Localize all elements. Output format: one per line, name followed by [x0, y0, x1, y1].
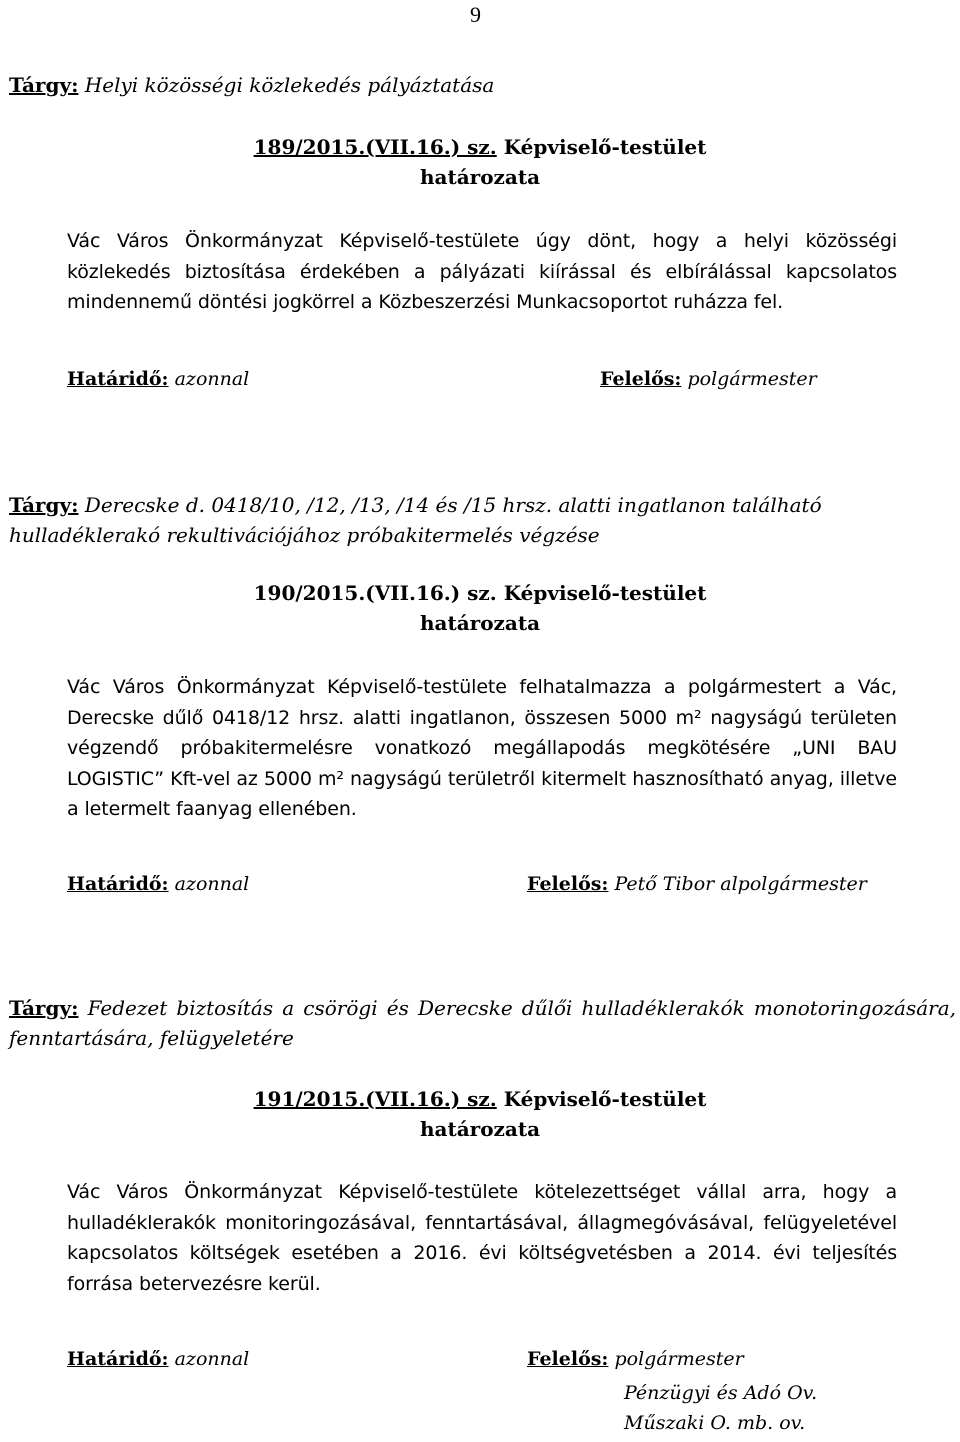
deadline-label: Határidő: — [67, 873, 169, 895]
resolution-heading — [0, 578, 960, 608]
resolution-word: határozata — [419, 165, 541, 189]
responsible-value: polgármester — [608, 1348, 744, 1370]
responsible-unit: Műszaki O. mb. ov. — [624, 1412, 806, 1434]
resolution-text: Vác Város Önkormányzat Képviselő-testülete felhatalmazza a polgármestert a Vác, Derecske dűlő 0418/12 hrsz. alatti ingatlanon, összesen 5000 m² nagyságú területen végzendő próbakitermelésre vonatkozó megállapodás megkötésére „UNI BAU LOGISTIC” Kft-vel az 5000 m² nagyságú területről kitermelt hasznosítható anyag, illetve a letermelt faanyag ellenében. — [67, 676, 897, 820]
responsible — [527, 1348, 744, 1370]
subject-label: Tárgy: — [9, 73, 79, 97]
resolution-number: 190/2015.(VII.16.) sz. — [253, 581, 497, 605]
subject-heading — [9, 490, 956, 550]
deadline — [67, 873, 249, 895]
deadline-label: Határidő: — [67, 368, 169, 390]
responsible-unit: Pénzügyi és Adó Ov. — [624, 1382, 818, 1404]
deadline-value: azonnal — [168, 1348, 250, 1370]
responsible-value: polgármester — [681, 368, 817, 390]
responsible-label: Felelős: — [600, 368, 682, 390]
resolution-number: 191/2015.(VII.16.) sz. — [253, 1087, 497, 1111]
responsible — [600, 368, 817, 390]
subject-text: Helyi közösségi közlekedés pályáztatása — [78, 73, 495, 97]
resolution-text: Vác Város Önkormányzat Képviselő-testülete úgy dönt, hogy a helyi közösségi közlekedés biztosítása érdekében a pályázati kiírással és elbírálással kapcsolatos mindennemű döntési jogkörrel a Közbeszerzési Munkacsoportot ruházza fel. — [67, 230, 897, 313]
responsible — [527, 873, 867, 895]
resolution-number: 189/2015.(VII.16.) sz. — [253, 135, 497, 159]
resolution-word: határozata — [419, 1117, 541, 1141]
subject-label: Tárgy: — [9, 996, 79, 1020]
deadline-value: azonnal — [168, 368, 250, 390]
subject-heading — [9, 993, 956, 1053]
subject-text: Fedezet biztosítás a csörögi és Derecske dűlői hulladéklerakók monotoringozására, fenntartására, felügyeletére — [9, 996, 956, 1050]
resolution-word: határozata — [419, 611, 541, 635]
subject-heading — [9, 70, 956, 100]
deadline — [67, 368, 249, 390]
responsible-label: Felelős: — [527, 1348, 609, 1370]
subject-text: Derecske d. 0418/10, /12, /13, /14 és /15 hrsz. alatti ingatlanon található hulladéklerakó rekultivációjához próbakitermelés végzése — [9, 493, 822, 547]
page-number: 9 — [470, 2, 481, 27]
resolution-body: Képviselő-testület — [503, 581, 707, 605]
responsible-label: Felelős: — [527, 873, 609, 895]
deadline-label: Határidő: — [67, 1348, 169, 1370]
responsible-value: Pető Tibor alpolgármester — [608, 873, 867, 895]
resolution-heading — [0, 132, 960, 162]
resolution-heading — [0, 1084, 960, 1114]
resolution-body: Képviselő-testület — [503, 135, 707, 159]
deadline-value: azonnal — [168, 873, 250, 895]
resolution-body: Képviselő-testület — [503, 1087, 707, 1111]
resolution-text: Vác Város Önkormányzat Képviselő-testülete kötelezettséget vállal arra, hogy a hulladéklerakók monitoringozásával, fenntartásával, állagmegóvásával, felügyeletével kapcsolatos költségek esetében a 2016. évi költségvetésben a 2014. évi teljesítés forrása betervezésre kerül. — [67, 1181, 897, 1295]
subject-label: Tárgy: — [9, 493, 79, 517]
deadline — [67, 1348, 249, 1370]
